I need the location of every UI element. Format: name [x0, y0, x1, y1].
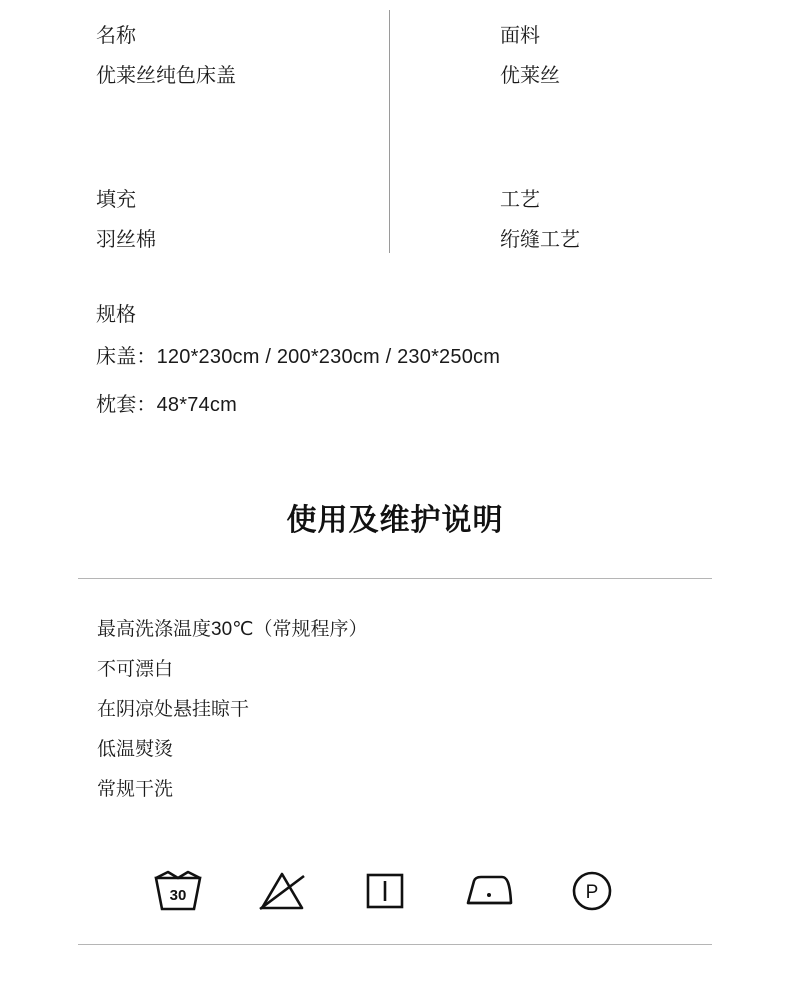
spec-label-filling: 填充 — [96, 189, 136, 211]
wash-30-icon — [150, 863, 206, 919]
spec-cell-filling — [96, 186, 396, 254]
spec-row — [96, 22, 696, 90]
size-line-pillowcase: 枕套：48*74cm — [96, 394, 237, 416]
size-block — [96, 300, 736, 422]
dry-clean-p-icon — [564, 863, 620, 919]
care-item: 在阴凉处悬挂晾干 — [97, 699, 250, 720]
size-title: 规格 — [96, 304, 136, 326]
care-item: 常规干洗 — [97, 779, 174, 800]
care-item: 低温熨烫 — [97, 739, 174, 760]
spec-label-fabric: 面料 — [500, 25, 540, 47]
spec-cell-fabric — [396, 22, 696, 90]
care-item: 不可漂白 — [97, 659, 174, 680]
care-instruction-list — [97, 610, 697, 810]
line-dry-icon — [357, 863, 413, 919]
spec-label-craft: 工艺 — [500, 189, 540, 211]
care-item: 最高洗涤温度30℃（常规程序） — [97, 619, 368, 640]
section-heading: 使用及维护说明 — [286, 504, 504, 537]
divider-bottom — [78, 944, 712, 945]
spec-value-fabric: 优莱丝 — [500, 65, 560, 87]
spec-value-filling: 羽丝棉 — [96, 229, 156, 251]
care-symbol-row — [150, 860, 620, 922]
iron-low-icon — [461, 863, 517, 919]
spec-cell-craft — [396, 186, 696, 254]
specification-grid — [96, 22, 696, 254]
spec-row — [96, 186, 696, 254]
spec-label-name: 名称 — [96, 25, 136, 47]
spec-value-craft: 绗缝工艺 — [500, 229, 580, 251]
divider-top — [78, 578, 712, 579]
do-not-bleach-icon — [254, 863, 310, 919]
svg-text:P: P — [585, 882, 599, 903]
spec-cell-name — [96, 22, 396, 90]
svg-text:30: 30 — [169, 887, 187, 904]
column-divider — [389, 10, 390, 253]
spec-value-name: 优莱丝纯色床盖 — [96, 65, 236, 87]
size-line-bedcover: 床盖：120*230cm / 200*230cm / 230*250cm — [96, 346, 501, 368]
